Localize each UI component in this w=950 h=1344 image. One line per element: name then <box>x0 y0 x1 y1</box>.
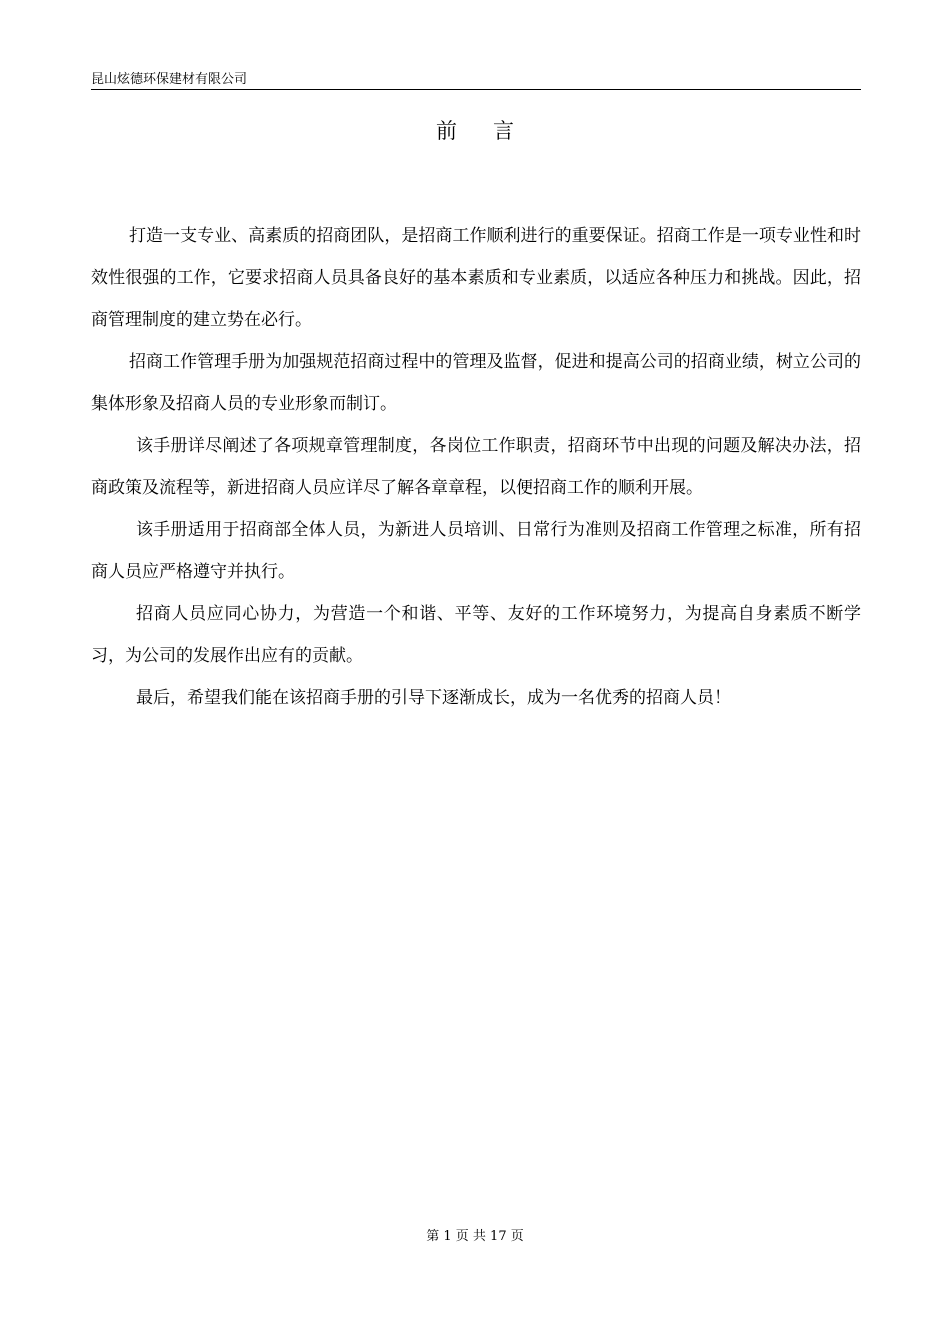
document-body <box>91 215 861 719</box>
paragraph-cooperation: 招商人员应同心协力，为营造一个和谐、平等、友好的工作环境努力，为提高自身素质不断学习，为公司的发展作出应有的贡献。 <box>91 604 861 666</box>
paragraph-scope: 该手册适用于招商部全体人员，为新进人员培训、日常行为准则及招商工作管理之标准，所有招商人员应严格遵守并执行。 <box>91 520 861 582</box>
page-header <box>91 70 861 90</box>
company-name: 昆山炫德环保建材有限公司 <box>91 72 248 87</box>
page-number: 第 1 页 共 17 页 <box>426 1229 524 1244</box>
page-title: 前言 <box>436 119 550 143</box>
paragraph-intro: 打造一支专业、高素质的招商团队，是招商工作顺利进行的重要保证。招商工作是一项专业性和时效性很强的工作，它要求招商人员具备良好的基本素质和专业素质，以适应各种压力和挑战。因此，招商管理制度的建立势在必行。 <box>91 226 861 330</box>
paragraph-purpose: 招商工作管理手册为加强规范招商过程中的管理及监督，促进和提高公司的招商业绩，树立公司的集体形象及招商人员的专业形象而制订。 <box>91 352 861 414</box>
paragraph-closing: 最后，希望我们能在该招商手册的引导下逐渐成长，成为一名优秀的招商人员！ <box>136 688 731 708</box>
paragraph-contents: 该手册详尽阐述了各项规章管理制度，各岗位工作职责，招商环节中出现的问题及解决办法，招商政策及流程等，新进招商人员应详尽了解各章章程，以便招商工作的顺利开展。 <box>91 436 861 498</box>
